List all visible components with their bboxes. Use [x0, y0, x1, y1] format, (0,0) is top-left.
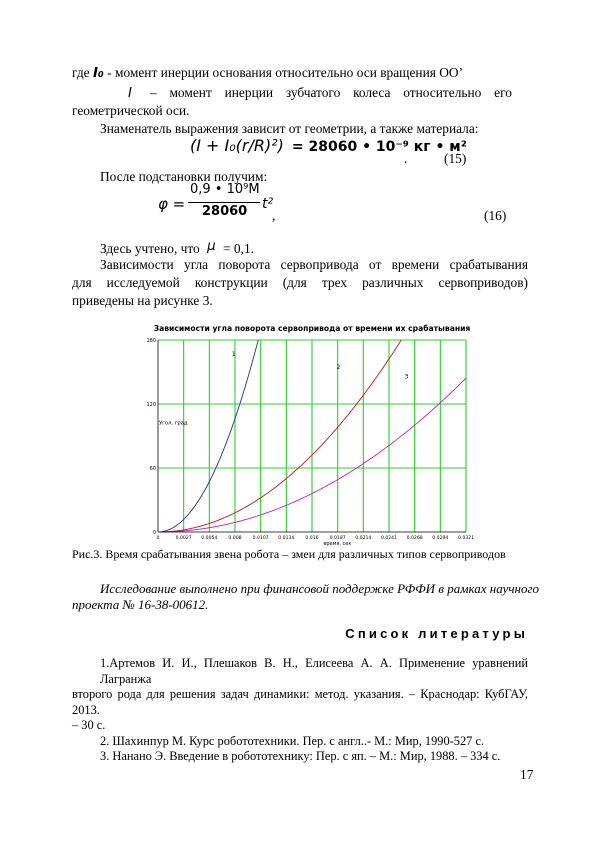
figure-3-chart — [146, 320, 475, 547]
chart-svg — [146, 320, 475, 547]
equation-number-15: (15) — [444, 151, 467, 166]
formula-16-dot: , — [272, 208, 276, 223]
x-tick-label: 0.008 — [228, 536, 242, 541]
page-number: 17 — [520, 767, 534, 782]
paragraph-line-3: приведены на рисунке 3. — [72, 293, 213, 308]
y-tick-label: 0 — [152, 530, 156, 536]
x-tick-label: 0.0107 — [252, 536, 269, 541]
figure-caption: Рис.3. Время срабатывания звена робота – змеи для различных типов сервоприводов — [72, 547, 506, 561]
x-tick-label: 0.0027 — [175, 536, 192, 541]
series-label-3: 3 — [404, 373, 409, 381]
series-label-2: 2 — [336, 363, 341, 371]
funding-line-1: Исследование выполнено при финансовой поддержке РФФИ в рамках научного — [100, 581, 540, 596]
formula-16: φ = 0,9 • 10⁹M 28060 t² — [158, 182, 274, 219]
text-line-6: Здесь учтено, что μ = 0,1. — [100, 239, 254, 256]
x-tick-label: 0.0134 — [278, 536, 295, 541]
text-line-3: геометрической оси. — [72, 103, 190, 118]
x-axis-label: время, сек — [323, 541, 352, 547]
x-tick-label: 0.0268 — [406, 536, 423, 541]
x-tick-label: 0.0214 — [355, 536, 372, 541]
funding-line-2: проекта № 16-38-00612. — [72, 597, 209, 612]
symbol-mu: μ — [207, 239, 216, 254]
y-axis-label: Угол, град — [159, 420, 188, 427]
text-line-5: После подстановки получим: — [100, 169, 268, 184]
y-tick-label: 180 — [146, 338, 156, 344]
text-line-1: где I₀ - момент инерции основания относительно оси вращения ОО’ — [72, 65, 464, 81]
chart-title: Зависимости угла поворота сервопривода от времени их срабатывания — [153, 324, 471, 333]
text-line-2: I – момент инерции зубчатого колеса относительно его — [128, 85, 512, 101]
paragraph-line-2: для исследуемой конструкции (для трех различных сервоприводов) — [72, 275, 528, 290]
series-label-1: 1 — [231, 351, 236, 358]
y-tick-label: 120 — [146, 402, 156, 408]
x-tick-label: 0.016 — [305, 536, 319, 541]
formula-15: (I + I₀(r/R)²) = 28060 • 10⁻⁹ кг • м² — [190, 136, 467, 155]
x-tick-label: 0.0054 — [201, 536, 218, 541]
equation-number-16: (16) — [484, 208, 507, 223]
reference-2: 2. Шахинпур М. Курс робототехники. Пер. с англ..- М.: Мир, 1990-527 с. — [100, 733, 485, 748]
y-tick-label: 60 — [149, 466, 156, 472]
x-tick-label: 0.0187 — [329, 536, 346, 541]
x-tick-label: 0 — [156, 536, 160, 541]
symbol-i: I — [128, 86, 132, 101]
references-list — [72, 656, 528, 765]
reference-1-line-2: второго рода для решения задач динамики: метод. указания. – Краснодар: КубГАУ, 2013. — [72, 687, 528, 717]
reference-3: 3. Нанано Э. Введение в робототехнику: Пер. с яп. – М.: Мир, 1988. – 334 с. — [100, 749, 501, 763]
formula-15-dot: . — [404, 151, 408, 166]
x-tick-label: 0.0294 — [432, 536, 449, 541]
reference-1-line-3: – 30 с. — [72, 718, 106, 732]
x-tick-label: 0.0241 — [380, 536, 398, 541]
references-heading: Список литературы — [345, 626, 528, 641]
text-line-4: Знаменатель выражения зависит от геометрии, а также материала: — [100, 121, 479, 136]
chart-grid — [158, 340, 466, 532]
reference-1-line-1: 1.Артемов И. И., Плешаков В. Н., Елисеева А. А. Применение уравнений Лагранжа — [100, 656, 528, 686]
symbol-i0: I₀ — [92, 66, 104, 81]
x-tick-label: 0.0321 — [457, 536, 475, 541]
paragraph-line-1: Зависимости угла поворота сервопривода от времени срабатывания — [100, 257, 528, 272]
